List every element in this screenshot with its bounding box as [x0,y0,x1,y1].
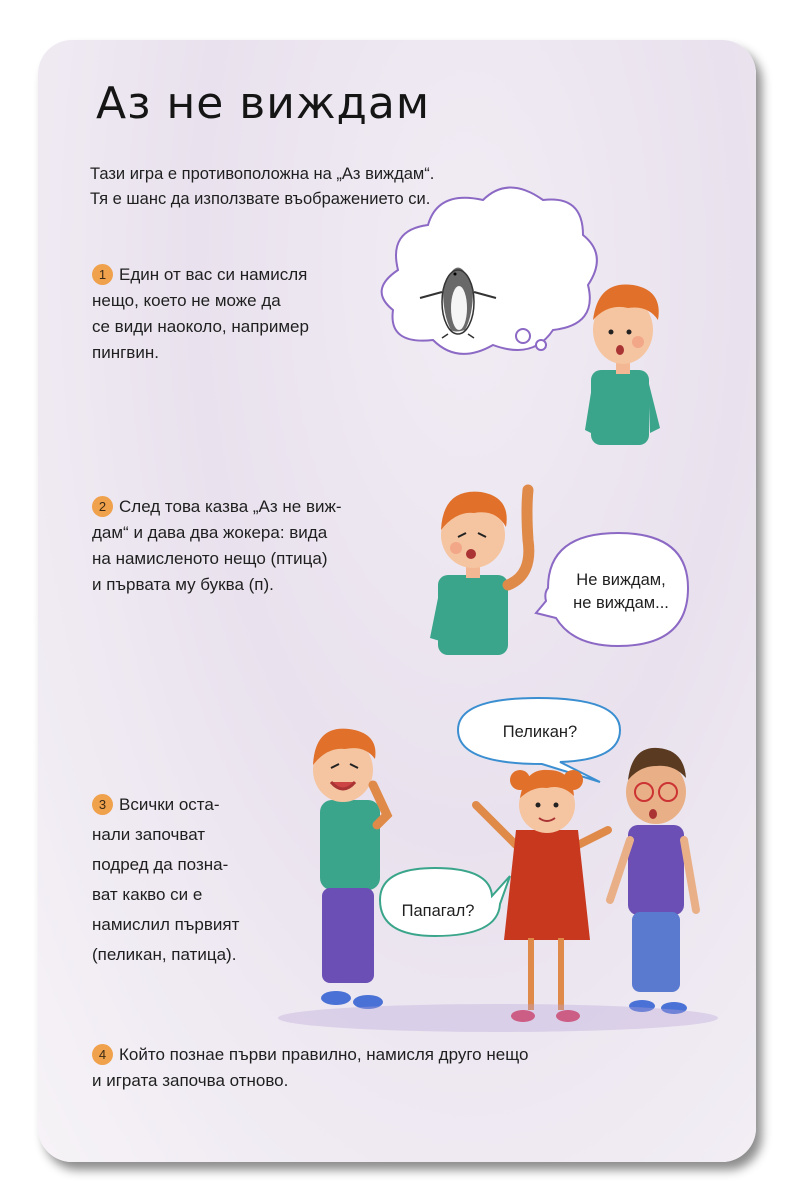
boy-raising-hand [430,490,529,655]
intro-line-1: Тази игра е противоположна на „Аз виждам“. [90,165,435,183]
guess-pelican-text: Пеликан? [502,723,578,741]
boy-with-glasses [610,748,696,1014]
step-number-badge: 2 [92,496,113,517]
speech-bubble [536,533,688,646]
game-card [38,40,756,1162]
step-number-badge: 1 [92,264,113,285]
step-line: ват какво си е [92,885,203,904]
speech-bubble [380,868,510,936]
speech-text-line-2: не виждам... [573,594,669,612]
step-line: на намисленото нещо (птица) [92,549,328,568]
step-line: нещо, което не може да [92,291,281,310]
intro-line-2: Тя е шанс да използвате въображението си. [90,190,431,208]
step-line: нали започват [92,825,206,844]
step-line: се види наоколо, например [92,317,309,336]
illustrations [38,40,756,1162]
step-line: пингвин. [92,343,159,362]
step-line: подред да позна- [92,855,229,874]
thought-bubble [382,188,597,354]
step-number-badge: 4 [92,1044,113,1065]
step-line: дам“ и дава два жокера: вида [92,523,328,542]
step-line: Един от вас си намисля [119,265,308,284]
guess-parrot-text: Папагал? [401,902,475,920]
laughing-boy [313,729,387,1009]
step-line: и играта започва отново. [92,1071,289,1090]
page-title: Аз не виждам [96,78,431,129]
step-line: Всички оста- [119,795,220,814]
boy-thinking [585,284,660,445]
step-line: Който познае първи правилно, намисля друго нещо [119,1045,529,1064]
speech-text-line-1: Не виждам, [576,571,666,589]
ground-shadow [278,1004,718,1032]
step-line: и първата му буква (п). [92,575,274,594]
speech-bubble [458,698,620,782]
step-line: намислил първият [92,915,240,934]
step-line: След това казва „Аз не виж- [119,497,342,516]
step-line: (пеликан, патица). [92,945,237,964]
step-number-badge: 3 [92,794,113,815]
